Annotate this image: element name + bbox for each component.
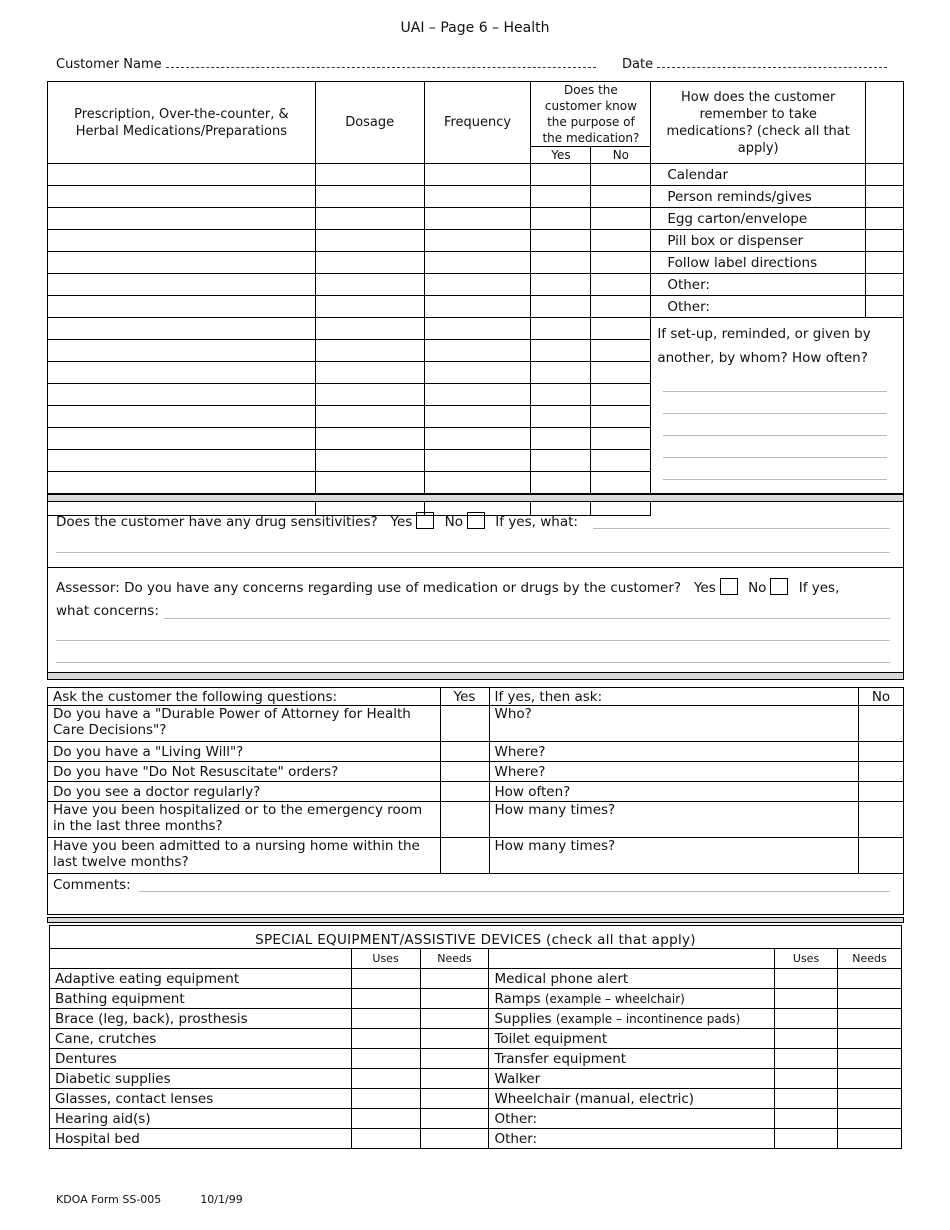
med-name-cell[interactable] [48,274,316,296]
setup-answer-line[interactable] [663,436,887,458]
equipment-row [50,1049,902,1069]
separator-bar [47,672,904,680]
med-name-cell[interactable] [48,252,316,274]
purpose-yes-cell[interactable] [531,362,591,384]
frequency-cell[interactable] [424,274,531,296]
setup-answer-line[interactable] [663,458,887,480]
comments-cell [48,874,904,915]
comments-line[interactable] [139,891,890,892]
dosage-cell[interactable] [315,340,424,362]
dosage-cell[interactable] [315,362,424,384]
equipment-uses-cell[interactable] [351,989,420,1009]
advance-question: Do you see a doctor regularly? [48,782,441,802]
frequency-cell[interactable] [424,428,531,450]
equipment-needs-cell[interactable] [838,1129,902,1149]
equipment-needs-cell[interactable] [838,1109,902,1129]
assessor-answer-line[interactable] [164,618,890,619]
dosage-cell[interactable] [315,208,424,230]
drug-sensitivity-section [47,502,904,568]
frequency-cell[interactable] [424,252,531,274]
equipment-uses-cell[interactable] [351,1109,420,1129]
equipment-needs-cell[interactable] [838,1089,902,1109]
assessor-concerns-label: what concerns: [56,603,159,619]
equip-uses-header: Uses [775,949,838,969]
purpose-no-cell[interactable] [591,340,651,362]
drug-sensitivity-yes-checkbox[interactable] [416,512,434,529]
footer-form: KDOA Form SS-005 [56,1193,162,1206]
equipment-row [50,1089,902,1109]
equipment-uses-cell[interactable] [351,1029,420,1049]
med-name-header: Prescription, Over-the-counter, & Herbal Medications/Preparations [48,82,316,164]
equipment-item-right [489,1049,775,1069]
equipment-row [50,969,902,989]
frequency-cell[interactable] [424,318,531,340]
dosage-cell[interactable] [315,186,424,208]
equipment-item-left: Diabetic supplies [50,1069,352,1089]
medication-table [47,81,904,516]
assessor-question: Assessor: Do you have any concerns regarding use of medication or drugs by the customer? [56,580,682,596]
equipment-row [50,1129,902,1149]
equipment-item-left: Adaptive eating equipment [50,969,352,989]
equipment-item-right-label: Medical phone alert [494,970,629,987]
equipment-item-left: Hearing aid(s) [50,1109,352,1129]
purpose-no-cell[interactable] [591,208,651,230]
dosage-header: Dosage [315,82,424,164]
yes-header: Yes [440,688,489,706]
advance-followup: How many times? [489,802,859,838]
setup-answer-line[interactable] [663,392,887,414]
equipment-needs-cell[interactable] [838,1069,902,1089]
equipment-item-right [489,1129,775,1149]
equipment-needs-cell[interactable] [420,1129,489,1149]
equipment-row [50,989,902,1009]
equipment-item-right [489,1009,775,1029]
purpose-yes-cell[interactable] [531,318,591,340]
purpose-yes-cell[interactable] [531,406,591,428]
remember-option: Other: [651,274,866,296]
assessor-yes-checkbox[interactable] [720,578,738,595]
equipment-uses-cell[interactable] [775,1029,838,1049]
separator-bar [47,494,904,502]
equipment-needs-cell[interactable] [420,1049,489,1069]
remember-checkbox[interactable] [866,164,904,186]
med-name-cell[interactable] [48,406,316,428]
purpose-no-cell[interactable] [591,362,651,384]
equipment-uses-cell[interactable] [351,1129,420,1149]
ifyes-header: If yes, then ask: [489,688,859,706]
dosage-cell[interactable] [315,230,424,252]
purpose-yes-cell[interactable] [531,274,591,296]
assessor-answer-line[interactable] [56,662,890,663]
equipment-row [50,1069,902,1089]
purpose-yes-cell[interactable] [531,340,591,362]
advance-no-cell[interactable] [859,762,904,782]
remember-option: Egg carton/envelope [651,208,866,230]
equipment-needs-cell[interactable] [838,989,902,1009]
dosage-cell[interactable] [315,164,424,186]
purpose-no-cell[interactable] [591,252,651,274]
setup-box [651,318,904,494]
date-field[interactable] [657,56,887,68]
equipment-item-right-label: Other: [494,1110,538,1127]
equipment-uses-cell[interactable] [775,1129,838,1149]
dosage-cell[interactable] [315,472,424,494]
equipment-uses-cell[interactable] [775,969,838,989]
equipment-row [50,1009,902,1029]
frequency-cell[interactable] [424,384,531,406]
equip-blank-header [50,949,352,969]
advance-yes-cell[interactable] [440,802,489,838]
purpose-yes-cell[interactable] [531,384,591,406]
advance-question: Have you been hospitalized or to the emergency room in the last three months? [48,802,441,838]
advance-question: Do you have "Do Not Resuscitate" orders? [48,762,441,782]
equipment-row [50,1029,902,1049]
footer-date: 10/1/99 [200,1193,243,1206]
setup-question: If set-up, reminded, or given by another, by whom? How often? [657,326,871,366]
med-name-cell[interactable] [48,318,316,340]
equipment-uses-cell[interactable] [351,1089,420,1109]
drug-sensitivity-question: Does the customer have any drug sensitivities? [56,514,378,530]
purpose-no-cell[interactable] [591,274,651,296]
drug-sensitivity-no-checkbox[interactable] [467,512,485,529]
advance-question: Have you been admitted to a nursing home within the last twelve months? [48,838,441,874]
equipment-item-right [489,989,775,1009]
equipment-item-note: (example – incontinence pads) [555,1011,741,1026]
drug-sensitivity-answer-line[interactable] [593,528,890,529]
assessor-no-label: No [748,580,767,596]
no-header: No [859,688,904,706]
med-name-cell[interactable] [48,164,316,186]
drug-sensitivity-row [56,512,578,530]
equipment-item-left: Brace (leg, back), prosthesis [50,1009,352,1029]
frequency-cell[interactable] [424,186,531,208]
equipment-title: SPECIAL EQUIPMENT/ASSISTIVE DEVICES (check all that apply) [50,926,902,949]
purpose-no-cell[interactable] [591,296,651,318]
comments-label: Comments: [53,877,131,893]
footer [56,1193,243,1206]
frequency-cell[interactable] [424,472,531,494]
equipment-needs-cell[interactable] [420,1009,489,1029]
purpose-no-cell[interactable] [591,450,651,472]
dosage-cell[interactable] [315,406,424,428]
advance-yes-cell[interactable] [440,742,489,762]
equipment-needs-cell[interactable] [420,1069,489,1089]
assessor-row [56,578,839,596]
purpose-no-cell[interactable] [591,318,651,340]
advance-question: Do you have a "Living Will"? [48,742,441,762]
equipment-item-right-label: Supplies [494,1010,552,1027]
equipment-table [49,925,902,1149]
advance-followup: Where? [489,742,859,762]
remember-option: Person reminds/gives [651,186,866,208]
advance-yes-cell[interactable] [440,762,489,782]
assessor-yes-label: Yes [693,580,716,596]
drug-sensitivity-yes-label: Yes [390,514,413,530]
frequency-cell[interactable] [424,340,531,362]
purpose-yes-cell[interactable] [531,230,591,252]
remember-checkbox[interactable] [866,230,904,252]
equipment-uses-cell[interactable] [775,1069,838,1089]
drug-sensitivity-answer-line[interactable] [56,552,890,553]
purpose-no-header: No [591,147,651,164]
purpose-yes-cell[interactable] [531,472,591,494]
date-row [622,56,887,72]
assessor-section [47,568,904,673]
equipment-item-right [489,1089,775,1109]
frequency-cell[interactable] [424,450,531,472]
frequency-cell[interactable] [424,296,531,318]
dosage-cell[interactable] [315,428,424,450]
assessor-ifyes-label: If yes, [798,580,840,596]
equip-blank-header [489,949,775,969]
dosage-cell[interactable] [315,384,424,406]
equipment-item-right-label: Walker [494,1070,541,1087]
frequency-cell[interactable] [424,362,531,384]
equipment-uses-cell[interactable] [775,1089,838,1109]
equipment-item-left: Glasses, contact lenses [50,1089,352,1109]
purpose-no-cell[interactable] [591,406,651,428]
equipment-uses-cell[interactable] [775,989,838,1009]
purpose-yes-cell[interactable] [531,208,591,230]
advance-directives-table [47,687,904,915]
remember-header: How does the customer remember to take medications? (check all that apply) [651,82,866,164]
purpose-no-cell[interactable] [591,186,651,208]
purpose-yes-cell[interactable] [531,164,591,186]
purpose-no-cell[interactable] [591,428,651,450]
advance-yes-cell[interactable] [440,838,489,874]
equipment-item-right [489,1109,775,1129]
dosage-cell[interactable] [315,296,424,318]
advance-no-cell[interactable] [859,838,904,874]
med-name-cell[interactable] [48,472,316,494]
customer-name-label: Customer Name [56,57,162,72]
purpose-yes-cell[interactable] [531,252,591,274]
equip-needs-header: Needs [838,949,902,969]
page-title: UAI – Page 6 – Health [400,20,550,36]
advance-no-cell[interactable] [859,782,904,802]
equipment-item-right [489,1069,775,1089]
drug-sensitivity-ifyes-label: If yes, what: [495,514,578,530]
purpose-yes-cell[interactable] [531,428,591,450]
purpose-header: Does the customer know the purpose of the medication? [531,82,651,147]
purpose-no-cell[interactable] [591,164,651,186]
med-name-cell[interactable] [48,450,316,472]
date-label: Date [622,57,654,72]
purpose-yes-cell[interactable] [531,296,591,318]
equipment-item-right-label: Ramps [494,990,541,1007]
equipment-needs-cell[interactable] [838,1009,902,1029]
advance-no-cell[interactable] [859,742,904,762]
equipment-item-left: Dentures [50,1049,352,1069]
dosage-cell[interactable] [315,318,424,340]
med-name-cell[interactable] [48,230,316,252]
equipment-needs-cell[interactable] [420,969,489,989]
equipment-item-note: (example – wheelchair) [544,991,685,1006]
frequency-cell[interactable] [424,208,531,230]
equipment-uses-cell[interactable] [351,1049,420,1069]
med-name-cell[interactable] [48,362,316,384]
equipment-uses-cell[interactable] [775,1009,838,1029]
equipment-uses-cell[interactable] [351,1009,420,1029]
med-name-cell[interactable] [48,186,316,208]
equipment-needs-cell[interactable] [420,1029,489,1049]
equipment-needs-cell[interactable] [420,1089,489,1109]
equipment-needs-cell[interactable] [838,969,902,989]
advance-no-cell[interactable] [859,802,904,838]
purpose-no-cell[interactable] [591,230,651,252]
equipment-uses-cell[interactable] [775,1049,838,1069]
equipment-item-right-label: Toilet equipment [494,1030,608,1047]
remember-checkbox[interactable] [866,208,904,230]
advance-yes-cell[interactable] [440,782,489,802]
frequency-cell[interactable] [424,164,531,186]
setup-answer-line[interactable] [663,370,887,392]
advance-no-cell[interactable] [859,706,904,742]
remember-checkbox[interactable] [866,296,904,318]
remember-checkbox[interactable] [866,274,904,296]
advance-followup: Where? [489,762,859,782]
setup-answer-line[interactable] [663,414,887,436]
equipment-item-right [489,1029,775,1049]
customer-name-field[interactable] [166,56,596,68]
purpose-yes-cell[interactable] [531,450,591,472]
frequency-cell[interactable] [424,230,531,252]
med-name-cell[interactable] [48,340,316,362]
assessor-no-checkbox[interactable] [770,578,788,595]
equipment-item-left: Cane, crutches [50,1029,352,1049]
advance-followup: Who? [489,706,859,742]
equip-needs-header: Needs [420,949,489,969]
equipment-item-right-label: Transfer equipment [494,1050,627,1067]
remember-option: Pill box or dispenser [651,230,866,252]
remember-option: Calendar [651,164,866,186]
equipment-item-left: Bathing equipment [50,989,352,1009]
assessor-answer-line[interactable] [56,640,890,641]
advance-followup: How often? [489,782,859,802]
frequency-header: Frequency [424,82,531,164]
equipment-needs-cell[interactable] [420,989,489,1009]
med-name-cell[interactable] [48,384,316,406]
purpose-no-cell[interactable] [591,472,651,494]
med-name-cell[interactable] [48,208,316,230]
purpose-no-cell[interactable] [591,384,651,406]
drug-sensitivity-no-label: No [444,514,463,530]
equipment-item-right [489,969,775,989]
remember-check-header [866,82,904,164]
med-name-cell[interactable] [48,296,316,318]
remember-option: Follow label directions [651,252,866,274]
dosage-cell[interactable] [315,252,424,274]
advance-yes-cell[interactable] [440,706,489,742]
advance-followup: How many times? [489,838,859,874]
advance-question: Do you have a "Durable Power of Attorney for Health Care Decisions"? [48,706,441,742]
equipment-needs-cell[interactable] [838,1049,902,1069]
equipment-uses-cell[interactable] [351,1069,420,1089]
dosage-cell[interactable] [315,450,424,472]
remember-checkbox[interactable] [866,252,904,274]
equipment-item-left: Hospital bed [50,1129,352,1149]
equipment-uses-cell[interactable] [351,969,420,989]
remember-option: Other: [651,296,866,318]
equipment-uses-cell[interactable] [775,1109,838,1129]
dosage-cell[interactable] [315,274,424,296]
frequency-cell[interactable] [424,406,531,428]
equipment-needs-cell[interactable] [420,1109,489,1129]
equipment-item-right-label: Wheelchair (manual, electric) [494,1090,695,1107]
separator-bar [47,917,904,923]
purpose-yes-cell[interactable] [531,186,591,208]
customer-name-row [56,56,596,72]
purpose-yes-header: Yes [531,147,591,164]
equipment-needs-cell[interactable] [838,1029,902,1049]
equip-uses-header: Uses [351,949,420,969]
questions-header: Ask the customer the following questions: [48,688,441,706]
equipment-item-right-label: Other: [494,1130,538,1147]
med-name-cell[interactable] [48,428,316,450]
remember-checkbox[interactable] [866,186,904,208]
equipment-row [50,1109,902,1129]
